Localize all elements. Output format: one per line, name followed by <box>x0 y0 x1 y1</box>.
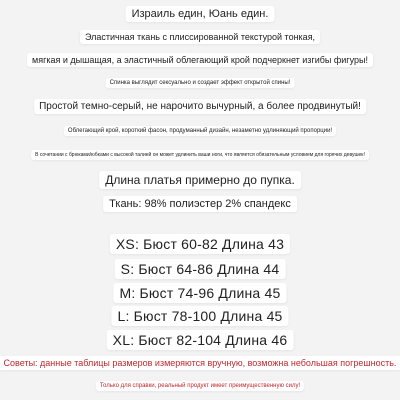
size-row-xs: XS: Бюст 60-82 Длина 43 <box>110 234 290 254</box>
measurement-note: Советы: данные таблицы размеров измеряются вручную, возможна небольшая погрешность. <box>0 356 400 370</box>
desc-line-5: Облегающий крой, короткий фасон, продуманный дизайн, незаметно удлиняющий пропорции! <box>64 126 336 136</box>
title-line: Израиль един, Юань един. <box>126 6 275 22</box>
size-row-m: M: Бюст 74-96 Длина 45 <box>114 283 287 303</box>
desc-line-2: мягкая и дышащая, а эластичный облегающий крой подчеркнет изгибы фигуры! <box>27 53 373 67</box>
desc-line-4: Простой темно-серый, не нарочито вычурный, а более продвинутый! <box>34 99 366 114</box>
dress-length-line: Длина платья примерно до пупка. <box>99 171 301 189</box>
desc-line-1: Эластичная ткань с плиссированной текстурой тонкая, <box>80 30 320 44</box>
size-row-s: S: Бюст 64-86 Длина 44 <box>115 259 286 279</box>
size-row-l: L: Бюст 78-100 Длина 45 <box>111 306 288 326</box>
desc-line-3: Спинка выглядит сексуально и создает эффект открытой спины! <box>106 78 295 88</box>
reference-note: Только для справки, реальный продукт имеет преимущественную силу! <box>96 381 304 391</box>
desc-line-6: В сочетании с брюками/юбками с высокой талией он может удлинить ваши ноги, что является обязательным условием для горячих девушек! <box>31 150 369 160</box>
fabric-line: Ткань: 98% полиэстер 2% спандекс <box>103 196 297 212</box>
size-row-xl: XL: Бюст 82-104 Длина 46 <box>107 330 294 350</box>
